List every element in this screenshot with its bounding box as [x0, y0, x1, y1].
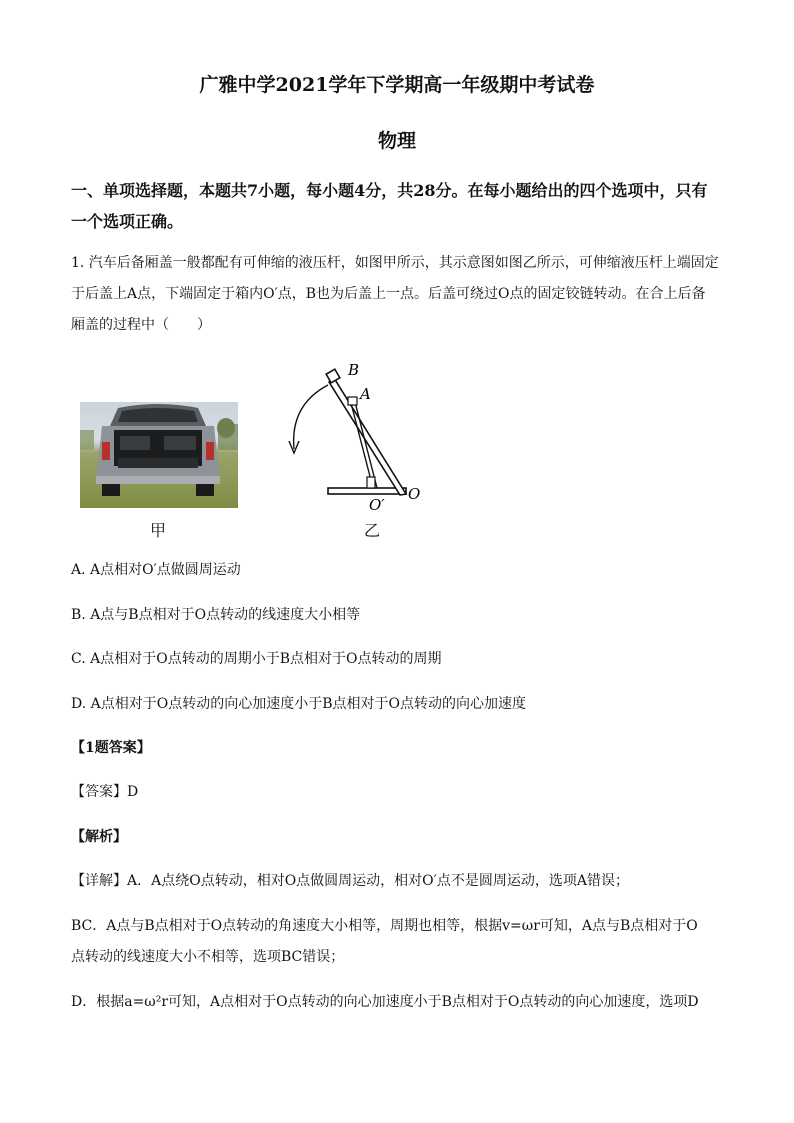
label-A: A — [360, 385, 371, 403]
detail-line2: BC．A点与B点相对于O点转动的角速度大小相等，周期也相等，根据v=ωr可知，A点与B点相对于O — [71, 918, 698, 934]
section-heading-line2: 一个选项正确。 — [71, 212, 184, 231]
detail-line3: 点转动的线速度大小不相等，选项BC错误； — [71, 949, 345, 965]
rod-top-mount — [348, 397, 357, 405]
car-trunk-photo — [80, 402, 238, 508]
rotation-arrow — [294, 385, 328, 449]
label-O-prime: O′ — [369, 496, 385, 510]
caption-jia: 甲 — [150, 521, 167, 540]
option-b: B. A点与B点相对于O点转动的线速度大小相等 — [71, 607, 361, 623]
section-heading-line1: 一、单项选择题，本题共7小题，每小题4分，共28分。在每小题给出的四个选项中，只有 — [71, 181, 708, 200]
option-c: C. A点相对于O点转动的周期小于B点相对于O点转动的周期 — [71, 651, 442, 667]
detail-line4: D．根据a=ω²r可知，A点相对于O点转动的向心加速度小于B点相对于O点转动的向心加速度，选项D — [71, 994, 699, 1010]
answer-tag: 【1题答案】 — [71, 740, 151, 756]
option-a: A. A点相对O′点做圆周运动 — [71, 562, 241, 578]
answer-line: 【答案】D — [71, 784, 139, 800]
car-trunk-illustration — [80, 402, 238, 508]
option-d: D. A点相对于O点转动的向心加速度小于B点相对于O点转动的向心加速度 — [71, 696, 526, 712]
label-B: B — [348, 361, 360, 379]
hatch-schematic-diagram — [280, 355, 440, 510]
question-stem-line2: 于后盖上A点，下端固定于箱内O′点，B也为后盖上一点。后盖可绕过O点的固定铰链转动。在合上后备 — [71, 286, 706, 302]
subject-title: 物理 — [377, 130, 416, 152]
exam-title: 广雅中学2021学年下学期高一年级期中考试卷 — [199, 74, 595, 96]
label-O: O — [408, 485, 421, 503]
question-stem-line1: 1. 汽车后备厢盖一般都配有可伸缩的液压杆，如图甲所示，其示意图如图乙所示，可伸缩液压杆上端固定 — [71, 255, 719, 271]
rod-bottom-mount — [367, 477, 375, 488]
floor-bar — [328, 488, 406, 494]
lid-tip — [326, 369, 340, 383]
detail-line1: 【详解】A．A点绕O点转动，相对O点做圆周运动，相对O′点不是圆周运动，选项A错误； — [71, 873, 629, 889]
analysis-tag: 【解析】 — [71, 829, 127, 845]
question-stem-line3: 厢盖的过程中（ ） — [71, 317, 211, 333]
caption-yi: 乙 — [364, 521, 381, 540]
